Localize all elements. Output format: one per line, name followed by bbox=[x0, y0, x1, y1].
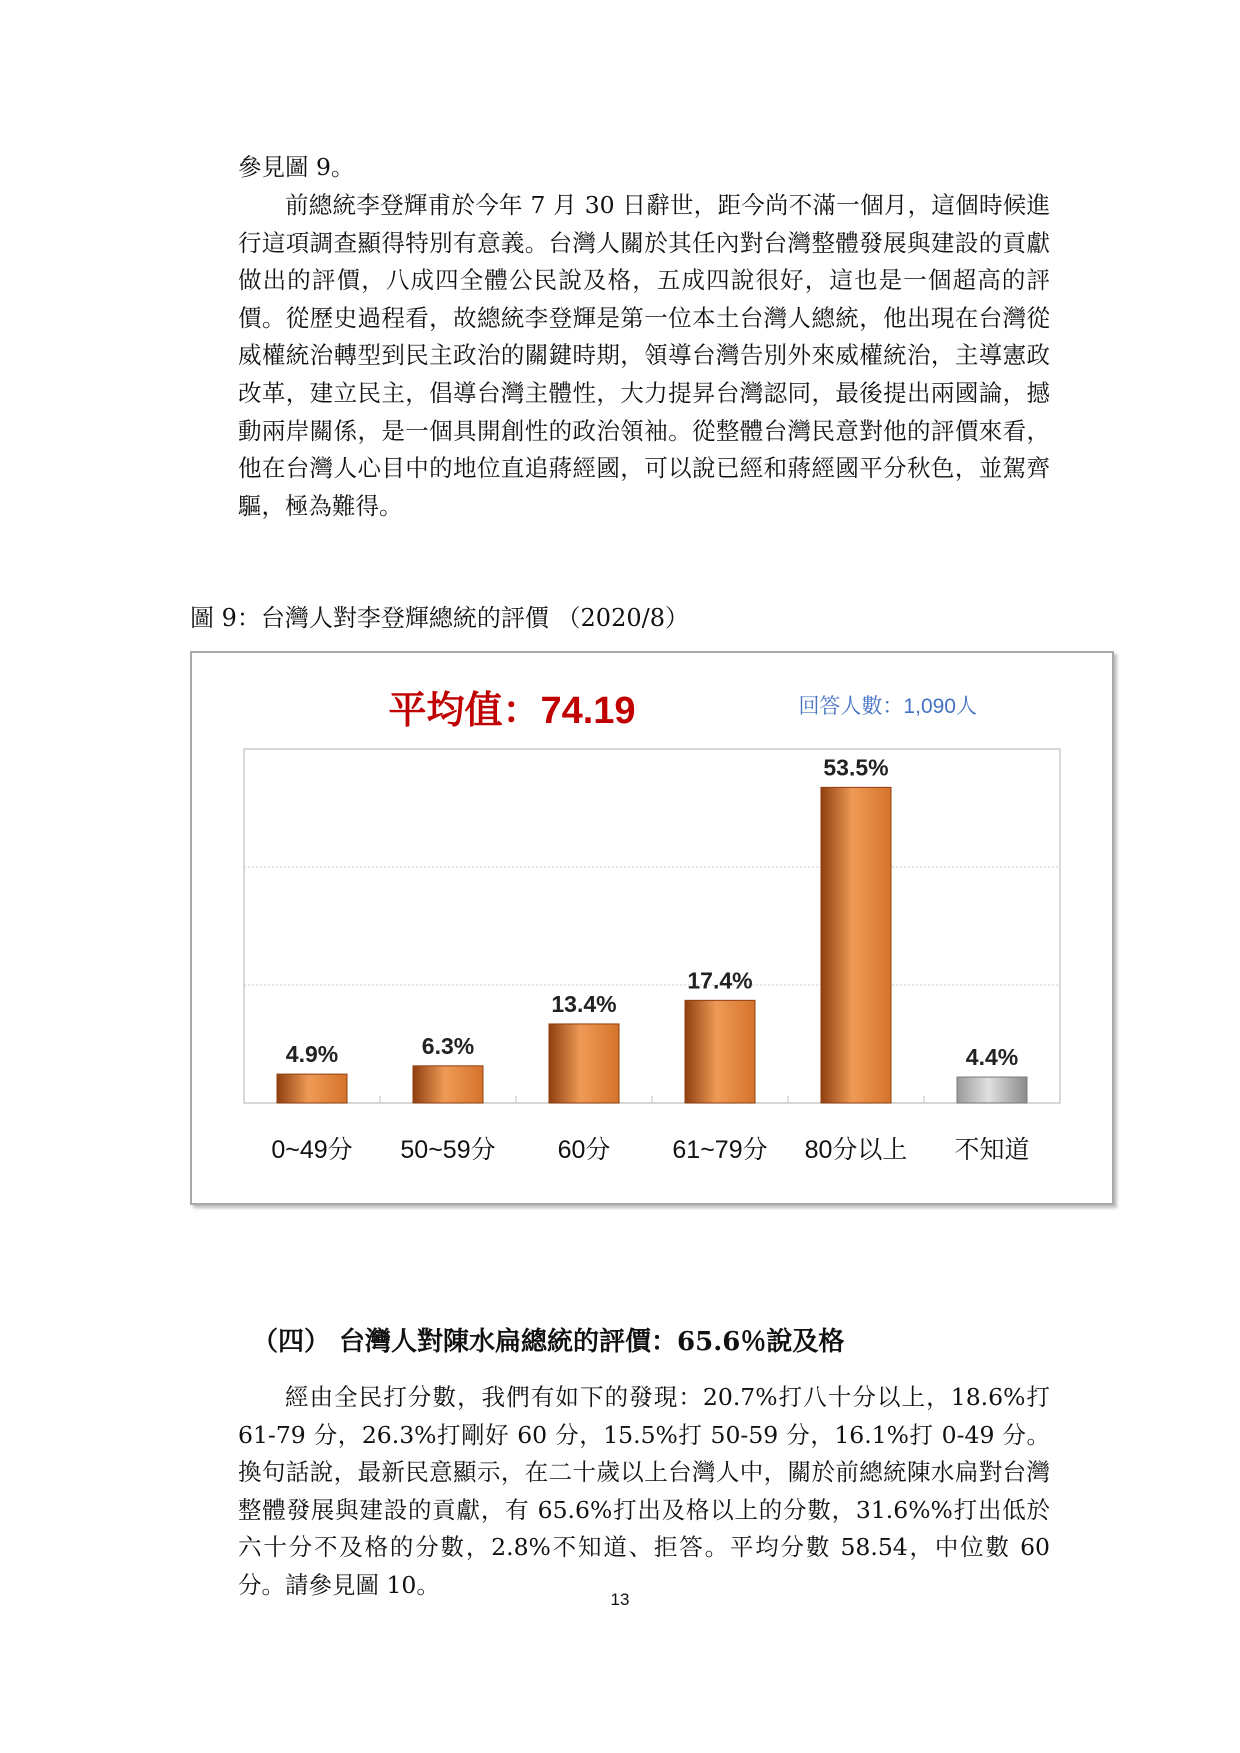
chen-paragraph: 經由全民打分數，我們有如下的發現：20.7%打八十分以上，18.6%打 61-79 分，26.3%打剛好 60 分，15.5%打 50-59 分，16.1%打 0-49 分。換句話說，最新民意顯示，在二十歲以上台灣人中，關於前總統陳水扁對台灣整體發展與建設的貢獻，有 65.6%打出及格以上的分數，31.6%%打出低於六十分不及格的分數，2.8%不知道、拒答。平均分數 58.54，中位數 60 分。請參見圖 10。 bbox=[238, 1383, 1050, 1599]
value-label-5: 4.4% bbox=[965, 1044, 1019, 1071]
plot-area bbox=[244, 749, 1060, 1103]
bar-2 bbox=[549, 1024, 619, 1103]
category-label-1: 50~59分 bbox=[400, 1136, 496, 1164]
bar-3 bbox=[685, 1000, 755, 1103]
category-label-4: 80分以上 bbox=[804, 1136, 908, 1164]
value-label-1: 6.3% bbox=[421, 1032, 475, 1059]
category-label-0: 0~49分 bbox=[271, 1136, 353, 1164]
chart-frame bbox=[190, 651, 1114, 1205]
value-label-3: 17.4% bbox=[687, 967, 753, 994]
category-label-3: 61~79分 bbox=[672, 1136, 768, 1164]
lee-paragraph: 前總統李登輝甫於今年 7 月 30 日辭世，距今尚不滿一個月，這個時候進行這項調查顯得特別有意義。台灣人關於其任內對台灣整體發展與建設的貢獻做出的評價，八成四全體公民說及格，五成四說很好，這也是一個超高的評價。從歷史過程看，故總統李登輝是第一位本土台灣人總統，他出現在台灣從威權統治轉型到民主政治的關鍵時期，領導台灣告別外來威權統治，主導憲政改革，建立民主，倡導台灣主體性，大力提昇台灣認同，最後提出兩國論，撼動兩岸關係，是一個具開創性的政治領袖。從整體台灣民意對他的評價來看，他在台灣人心目中的地位直追蔣經國，可以說已經和蔣經國平分秋色，並駕齊驅，極為難得。 bbox=[238, 191, 1050, 520]
value-label-4: 53.5% bbox=[823, 754, 889, 781]
category-label-2: 60分 bbox=[557, 1136, 611, 1164]
respondent-count: 回答人數：1,090人 bbox=[798, 695, 977, 718]
bar-4 bbox=[821, 787, 891, 1103]
intro-paragraph: 參見圖 9。 bbox=[238, 153, 355, 181]
bar-0 bbox=[277, 1074, 347, 1103]
value-label-2: 13.4% bbox=[551, 990, 617, 1017]
figure-caption: 圖 9：台灣人對李登輝總統的評價 （2020/8） bbox=[190, 604, 689, 632]
page-number: 13 bbox=[610, 1590, 630, 1609]
bar-5 bbox=[957, 1077, 1027, 1103]
bar-1 bbox=[413, 1066, 483, 1103]
category-labels bbox=[271, 1136, 1029, 1164]
chart-title: 平均值：74.19 bbox=[388, 690, 636, 732]
category-label-5: 不知道 bbox=[954, 1136, 1030, 1164]
bar-chart bbox=[192, 653, 1112, 1203]
section-heading: （四） 台灣人對陳水扁總統的評價：65.6％說及格 bbox=[252, 1327, 845, 1357]
value-label-0: 4.9% bbox=[285, 1041, 339, 1068]
